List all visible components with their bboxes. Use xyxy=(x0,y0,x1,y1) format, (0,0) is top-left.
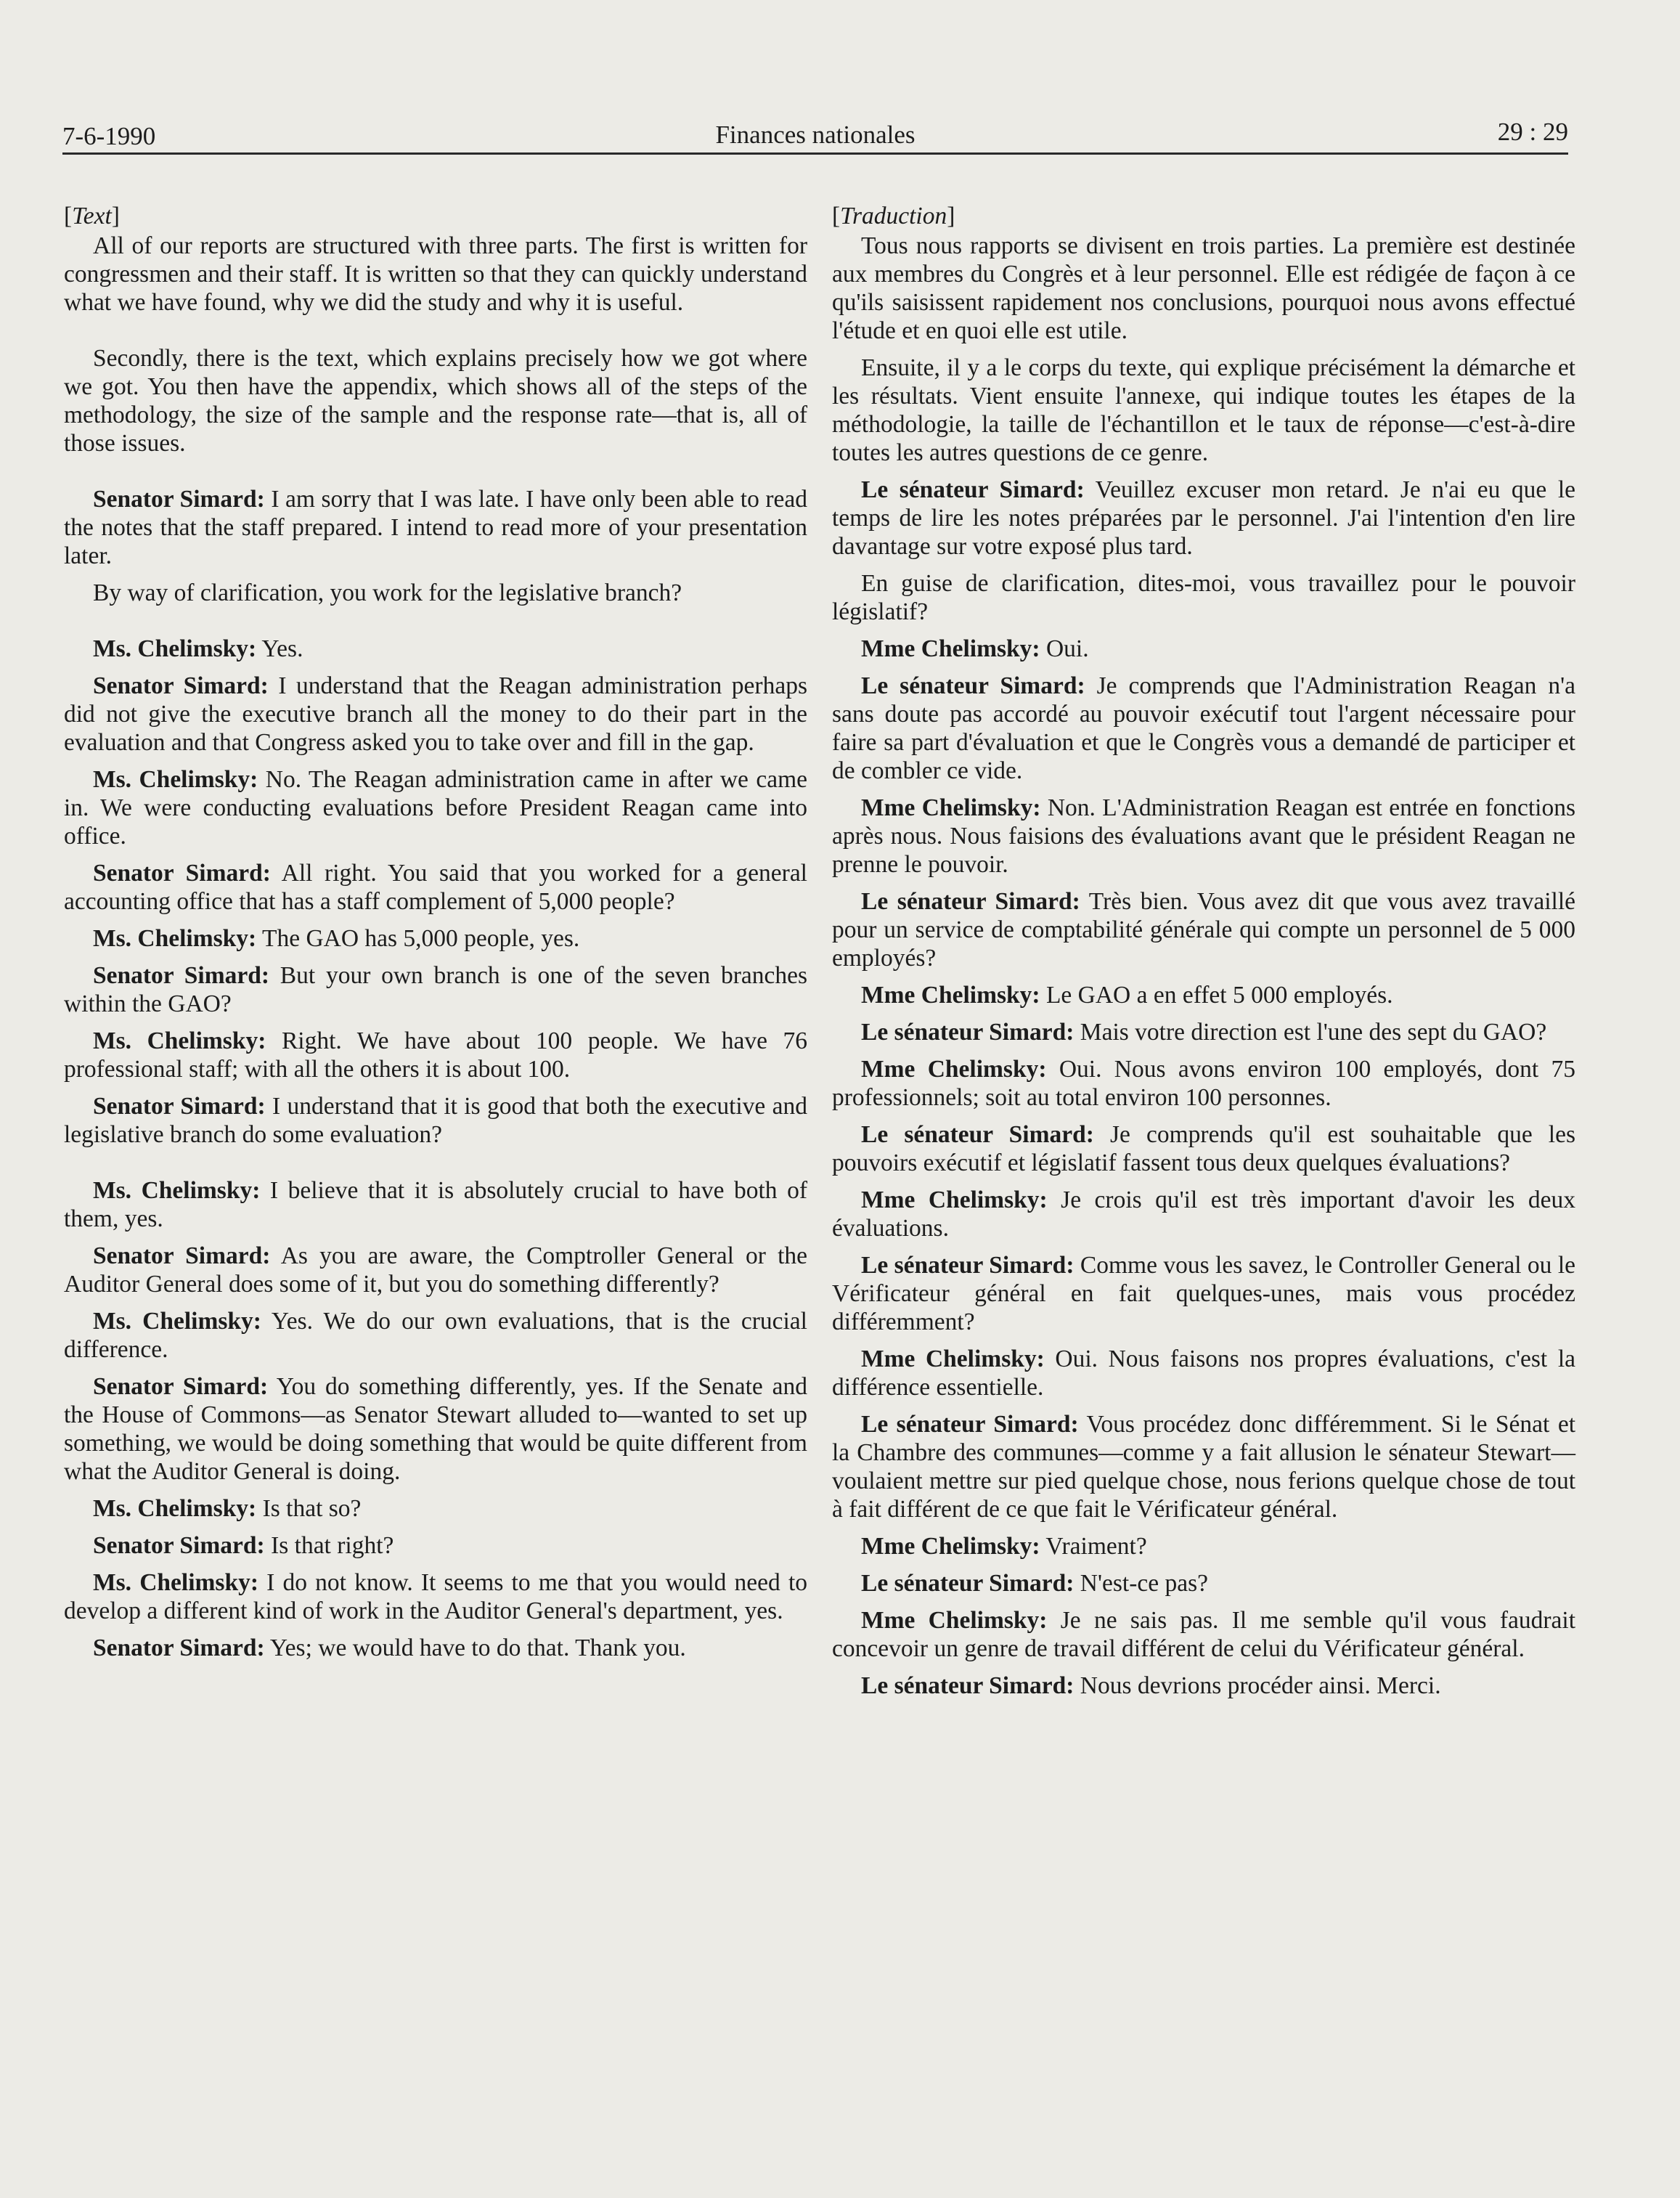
speaker-name: Le sénateur Simard: xyxy=(861,888,1080,915)
paragraph xyxy=(832,1606,1575,1663)
paragraph xyxy=(64,485,807,570)
paragraph-text: No. The Reagan administration came in after we came in. We were conducting evaluations before President Reagan came into office. xyxy=(64,766,807,850)
paragraph xyxy=(832,1251,1575,1336)
speaker-name: Le sénateur Simard: xyxy=(861,1411,1079,1438)
paragraph xyxy=(832,569,1575,626)
paragraph-text: Je crois qu'il est très important d'avoir les deux évaluations. xyxy=(832,1186,1575,1242)
paragraph xyxy=(64,1568,807,1625)
speaker-name: Mme Chelimsky: xyxy=(861,982,1040,1009)
speaker-name: Ms. Chelimsky: xyxy=(93,1027,266,1054)
header-date: 7-6-1990 xyxy=(62,122,156,150)
paragraph xyxy=(64,859,807,916)
speaker-name: Mme Chelimsky: xyxy=(861,635,1040,662)
paragraph xyxy=(832,476,1575,561)
speaker-name: Mme Chelimsky: xyxy=(861,1186,1048,1213)
paragraph-text: I understand that the Reagan administration perhaps did not give the executive branch all the money to do their part in the evaluation and that Congress asked you to take over and fill in the gap. xyxy=(64,672,807,756)
paragraph xyxy=(64,672,807,757)
speaker-name: Senator Simard: xyxy=(93,860,271,887)
paragraph xyxy=(832,887,1575,972)
paragraph xyxy=(832,1672,1575,1700)
paragraph-text: Oui. xyxy=(1045,635,1089,662)
paragraph-text: Veuillez excuser mon retard. Je n'ai eu que le temps de lire les notes préparées par le personnel. J'ai l'intention d'en lire davantage sur votre exposé plus tard. xyxy=(832,476,1575,560)
speaker-name: Senator Simard: xyxy=(93,486,265,513)
paragraph xyxy=(64,1307,807,1364)
header-title: Finances nationales xyxy=(715,121,916,149)
paragraph-text: Je ne sais pas. Il me semble qu'il vous faudrait concevoir un genre de travail différent de celui du Vérificateur général. xyxy=(832,1607,1576,1662)
paragraph-text: But your own branch is one of the seven branches within the GAO? xyxy=(64,962,807,1017)
speaker-name: Ms. Chelimsky: xyxy=(93,1569,258,1596)
speaker-name: Ms. Chelimsky: xyxy=(93,1308,261,1335)
paragraph-text: En guise de clarification, dites-moi, vous travaillez pour le pouvoir législatif? xyxy=(832,570,1575,625)
speaker-name: Le sénateur Simard: xyxy=(861,1121,1094,1148)
paragraph-text: Yes. xyxy=(261,635,303,662)
paragraph-text: I understand that it is good that both the executive and legislative branch do some evaluation? xyxy=(64,1093,807,1148)
speaker-name: Ms. Chelimsky: xyxy=(93,1177,261,1204)
paragraph xyxy=(832,1410,1575,1523)
paragraph xyxy=(832,354,1575,467)
paragraph-text: Yes. We do our own evaluations, that is the crucial difference. xyxy=(64,1308,807,1363)
paragraph-text: Nous devrions procéder ainsi. Merci. xyxy=(1080,1672,1441,1699)
english-paragraphs xyxy=(64,232,807,1662)
speaker-name: Senator Simard: xyxy=(93,672,269,699)
paragraph xyxy=(64,344,807,457)
paragraph xyxy=(832,1345,1575,1401)
paragraph xyxy=(832,1569,1575,1597)
paragraph-text: Le GAO a en effet 5 000 employés. xyxy=(1045,982,1393,1009)
paragraph-text: All right. You said that you worked for a general accounting office that has a staff complement of 5,000 people? xyxy=(64,860,807,915)
paragraph xyxy=(832,794,1575,879)
paragraph-text: Vous procédez donc différemment. Si le Sénat et la Chambre des communes—comme y a fait allusion le sénateur Stewart—voulaient mettre sur pied quelque chose, nous ferions quelque chose de tout à fait différent de ce que fait le Vérificateur général. xyxy=(832,1411,1576,1523)
speaker-name: Senator Simard: xyxy=(93,1635,265,1661)
speaker-name: Mme Chelimsky: xyxy=(861,1533,1040,1560)
speaker-name: Senator Simard: xyxy=(93,1093,266,1120)
paragraph xyxy=(64,1634,807,1662)
paragraph xyxy=(832,1186,1575,1242)
paragraph-text: As you are aware, the Comptroller General or the Auditor General does some of it, but you do something differently? xyxy=(64,1242,807,1298)
paragraph xyxy=(64,1176,807,1233)
paragraph-text: You do something differently, yes. If the Senate and the House of Commons—as Senator Stewart alluded to—wanted to set up something, we would be doing something that would be quite different from what the Auditor General is doing. xyxy=(64,1373,807,1485)
english-column-label: [Text] xyxy=(64,203,120,229)
paragraph-text: Vraiment? xyxy=(1045,1533,1147,1560)
paragraph xyxy=(64,1242,807,1298)
paragraph-text: Right. We have about 100 people. We have 76 professional staff; with all the others it is about 100. xyxy=(64,1027,807,1083)
paragraph-text: Tous nous rapports se divisent en trois parties. La première est destinée aux membres du Congrès et à leur personnel. Elle est rédigée de façon à ce qu'ils saisissent rapidement nos conclusions, pourquoi nous avons effectué l'étude et en quoi elle est utile. xyxy=(832,232,1575,344)
paragraph-text: All of our reports are structured with three parts. The first is written for congressmen and their staff. It is written so that they can quickly understand what we have found, why we did the study and why it is useful. xyxy=(64,232,807,316)
paragraph xyxy=(832,1018,1575,1046)
speaker-name: Senator Simard: xyxy=(93,1532,265,1559)
paragraph xyxy=(832,1055,1575,1112)
paragraph xyxy=(64,1494,807,1523)
french-column xyxy=(832,202,1575,1709)
speaker-name: Ms. Chelimsky: xyxy=(93,766,258,793)
paragraph-text: Très bien. Vous avez dit que vous avez travaillé pour un service de comptabilité générale qui compte un personnel de 5 000 employés? xyxy=(832,888,1575,972)
paragraph xyxy=(64,924,807,953)
paragraph xyxy=(832,672,1575,785)
paragraph xyxy=(64,1531,807,1560)
paragraph xyxy=(832,1532,1575,1560)
paragraph-text: Secondly, there is the text, which explains precisely how we got where we got. You then have the appendix, which shows all of the steps of the methodology, the size of the sample and the response rate—that is, all of those issues. xyxy=(64,345,807,457)
paragraph xyxy=(64,765,807,850)
speaker-name: Mme Chelimsky: xyxy=(861,1607,1048,1634)
english-column xyxy=(64,202,807,1671)
paragraph-text: Ensuite, il y a le corps du texte, qui explique précisément la démarche et les résultats. Vient ensuite l'annexe, qui indique toutes les étapes de la méthodologie, la taille de l'échantillon et le taux de réponse—c'est-à-dire toutes les autres questions de ce genre. xyxy=(832,354,1575,466)
french-paragraphs xyxy=(832,232,1575,1700)
paragraph-text: Comme vous les savez, le Controller General ou le Vérificateur général en fait quelques-unes, mais vous procédez différemment? xyxy=(832,1252,1576,1335)
speaker-name: Le sénateur Simard: xyxy=(861,1570,1075,1597)
paragraph-text: I believe that it is absolutely crucial to have both of them, yes. xyxy=(64,1177,808,1232)
paragraph-text: Je comprends que l'Administration Reagan n'a sans doute pas accordé au pouvoir exécutif tout l'argent nécessaire pour faire sa part d'évaluation et que le Congrès vous a demandé de participer et de combler ce vide. xyxy=(832,672,1576,784)
paragraph xyxy=(832,1120,1575,1177)
paragraph xyxy=(64,579,807,607)
header-page-number: 29 : 29 xyxy=(1497,118,1568,146)
speaker-name: Ms. Chelimsky: xyxy=(93,925,257,952)
paragraph-text: The GAO has 5,000 people, yes. xyxy=(261,925,580,952)
paragraph xyxy=(64,1372,807,1486)
french-column-label: [Traduction] xyxy=(832,203,955,229)
paragraph xyxy=(64,635,807,663)
paragraph-text: Is that so? xyxy=(262,1495,362,1522)
paragraph xyxy=(832,232,1575,345)
speaker-name: Le sénateur Simard: xyxy=(861,1019,1075,1046)
speaker-name: Le sénateur Simard: xyxy=(861,672,1085,699)
paragraph-text: Is that right? xyxy=(271,1532,394,1559)
paragraph xyxy=(64,1092,807,1149)
paragraph-text: Oui. Nous faisons nos propres évaluations, c'est la différence essentielle. xyxy=(832,1346,1576,1401)
paragraph-text: Je comprends qu'il est souhaitable que les pouvoirs exécutif et législatif fassent tous deux quelques évaluations? xyxy=(832,1121,1576,1176)
paragraph-text: Mais votre direction est l'une des sept du GAO? xyxy=(1080,1019,1547,1046)
paragraph xyxy=(832,981,1575,1009)
speaker-name: Le sénateur Simard: xyxy=(861,1252,1075,1279)
paragraph xyxy=(64,1027,807,1083)
speaker-name: Mme Chelimsky: xyxy=(861,794,1041,821)
paragraph xyxy=(64,232,807,317)
speaker-name: Senator Simard: xyxy=(93,1242,271,1269)
paragraph-text: Yes; we would have to do that. Thank you. xyxy=(269,1635,686,1661)
speaker-name: Ms. Chelimsky: xyxy=(93,1495,257,1522)
speaker-name: Mme Chelimsky: xyxy=(861,1346,1045,1372)
paragraph-text: I am sorry that I was late. I have only been able to read the notes that the staff prepared. I intend to read more of your presentation later. xyxy=(64,486,807,569)
page-header xyxy=(62,115,1568,155)
speaker-name: Le sénateur Simard: xyxy=(861,476,1085,503)
speaker-name: Senator Simard: xyxy=(93,1373,269,1400)
speaker-name: Le sénateur Simard: xyxy=(861,1672,1075,1699)
speaker-name: Mme Chelimsky: xyxy=(861,1056,1047,1083)
paragraph-text: Oui. Nous avons environ 100 employés, dont 75 professionnels; soit au total environ 100 personnes. xyxy=(832,1056,1576,1111)
paragraph-text: I do not know. It seems to me that you would need to develop a different kind of work in the Auditor General's department, yes. xyxy=(64,1569,808,1624)
paragraph-text: N'est-ce pas? xyxy=(1080,1570,1209,1597)
paragraph xyxy=(832,635,1575,663)
paragraph-text: Non. L'Administration Reagan est entrée en fonctions après nous. Nous faisions des évaluations avant que le président Reagan ne prenne le pouvoir. xyxy=(832,794,1575,878)
speaker-name: Senator Simard: xyxy=(93,962,270,989)
paragraph xyxy=(64,961,807,1018)
speaker-name: Ms. Chelimsky: xyxy=(93,635,257,662)
paragraph-text: By way of clarification, you work for the legislative branch? xyxy=(93,579,682,606)
